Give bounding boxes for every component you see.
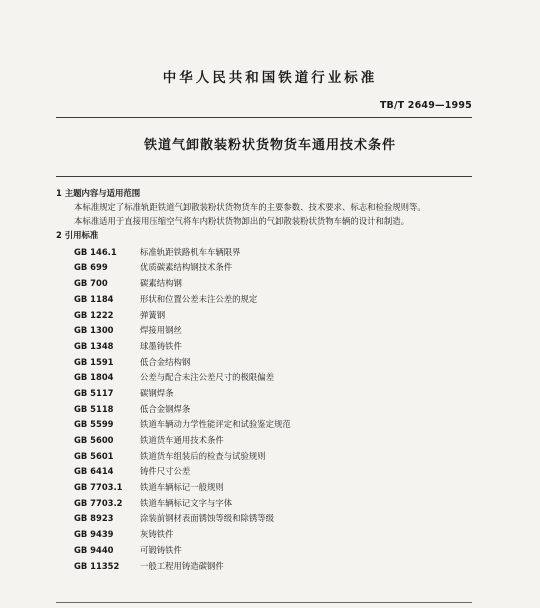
reference-row	[56, 260, 476, 276]
reference-row	[56, 245, 476, 261]
reference-row	[56, 370, 476, 386]
reference-code: GB 9439	[74, 529, 114, 540]
reference-title: 铸件尺寸公差	[140, 466, 191, 477]
reference-title: 公差与配合未注公差尺寸的极限偏差	[140, 372, 274, 383]
reference-title: 碳素结构钢	[140, 278, 182, 289]
reference-code: GB 5600	[74, 435, 114, 446]
reference-list	[56, 245, 476, 574]
reference-code: GB 146.1	[74, 246, 117, 257]
section-1-para-1: 本标准规定了标准轨距铁道气卸散装粉状货物货车的主要参数、技术要求、标志和检验规则等。	[74, 202, 426, 213]
reference-title: 碳钢焊条	[140, 387, 174, 398]
reference-code: GB 9440	[74, 544, 114, 555]
reference-title: 铁道车辆标记文字与字体	[140, 497, 233, 508]
section-2-heading: 2 引用标准	[56, 230, 99, 241]
reference-title: 铁道货车通用技术条件	[140, 435, 224, 446]
reference-title: 可锻铸铁件	[140, 544, 182, 555]
reference-row	[56, 402, 476, 418]
reference-title: 低合金钢焊条	[140, 403, 191, 414]
reference-code: GB 699	[74, 262, 108, 273]
reference-title: 优质碳素结构钢技术条件	[140, 262, 233, 273]
reference-code: GB 6414	[74, 466, 114, 477]
reference-title: 灰铸铁件	[140, 529, 174, 540]
reference-code: GB 7703.2	[74, 497, 123, 508]
reference-code: GB 5599	[74, 419, 114, 430]
reference-title: 焊接用钢丝	[140, 325, 182, 336]
reference-row	[56, 417, 476, 433]
reference-row	[56, 543, 476, 559]
reference-code: GB 700	[74, 278, 108, 289]
reference-title: 铁道货车组装后的检查与试验规则	[140, 450, 266, 461]
reference-title: 铁道车辆标记一般规则	[140, 482, 224, 493]
document-title: 铁道气卸散装粉状货物货车通用技术条件	[143, 138, 396, 153]
reference-code: GB 11352	[74, 560, 120, 571]
reference-code: GB 1804	[74, 372, 114, 383]
reference-row	[56, 339, 476, 355]
reference-title: 形状和位置公差未注公差的规定	[140, 293, 258, 304]
reference-code: GB 5601	[74, 450, 114, 461]
reference-title: 铁道车辆动力学性能评定和试验鉴定规范	[140, 419, 291, 430]
reference-row	[56, 433, 476, 449]
reference-code: GB 5118	[74, 403, 114, 414]
reference-row	[56, 480, 476, 496]
reference-row	[56, 292, 476, 308]
reference-code: GB 5117	[74, 387, 114, 398]
reference-title: 标准轨距铁路机车车辆限界	[140, 246, 241, 257]
reference-code: GB 1300	[74, 325, 114, 336]
title-rule	[56, 176, 472, 177]
reference-title: 球墨铸铁件	[140, 340, 182, 351]
section-1-para-2: 本标准适用于直接用压缩空气将车内粉状货物卸出的气卸散装粉状货物车辆的设计和制造。	[74, 215, 409, 226]
org-title: 中华人民共和国铁道行业标准	[162, 70, 378, 86]
standard-code: TB/T 2649—1995	[379, 100, 472, 111]
reference-row	[56, 354, 476, 370]
document-body	[56, 186, 476, 574]
reference-row	[56, 527, 476, 543]
reference-code: GB 1591	[74, 356, 114, 367]
reference-row	[56, 323, 476, 339]
reference-row	[56, 558, 476, 574]
section-1-heading: 1 主题内容与适用范围	[56, 188, 141, 198]
header-rule	[56, 117, 472, 118]
reference-row	[56, 276, 476, 292]
reference-title: 涂装前钢材表面锈蚀等级和除锈等级	[140, 513, 274, 524]
reference-code: GB 1184	[74, 293, 114, 304]
reference-row	[56, 496, 476, 512]
reference-row	[56, 511, 476, 527]
reference-title: 弹簧钢	[140, 309, 166, 320]
reference-code: GB 8923	[74, 513, 114, 524]
reference-row	[56, 307, 476, 323]
reference-title: 一般工程用铸造碳钢件	[140, 560, 224, 571]
reference-code: GB 1222	[74, 309, 114, 320]
reference-row	[56, 464, 476, 480]
reference-code: GB 1348	[74, 340, 114, 351]
reference-title: 低合金结构钢	[140, 356, 191, 367]
reference-row	[56, 449, 476, 465]
reference-row	[56, 386, 476, 402]
reference-code: GB 7703.1	[74, 482, 123, 493]
footer-rule	[56, 602, 472, 603]
